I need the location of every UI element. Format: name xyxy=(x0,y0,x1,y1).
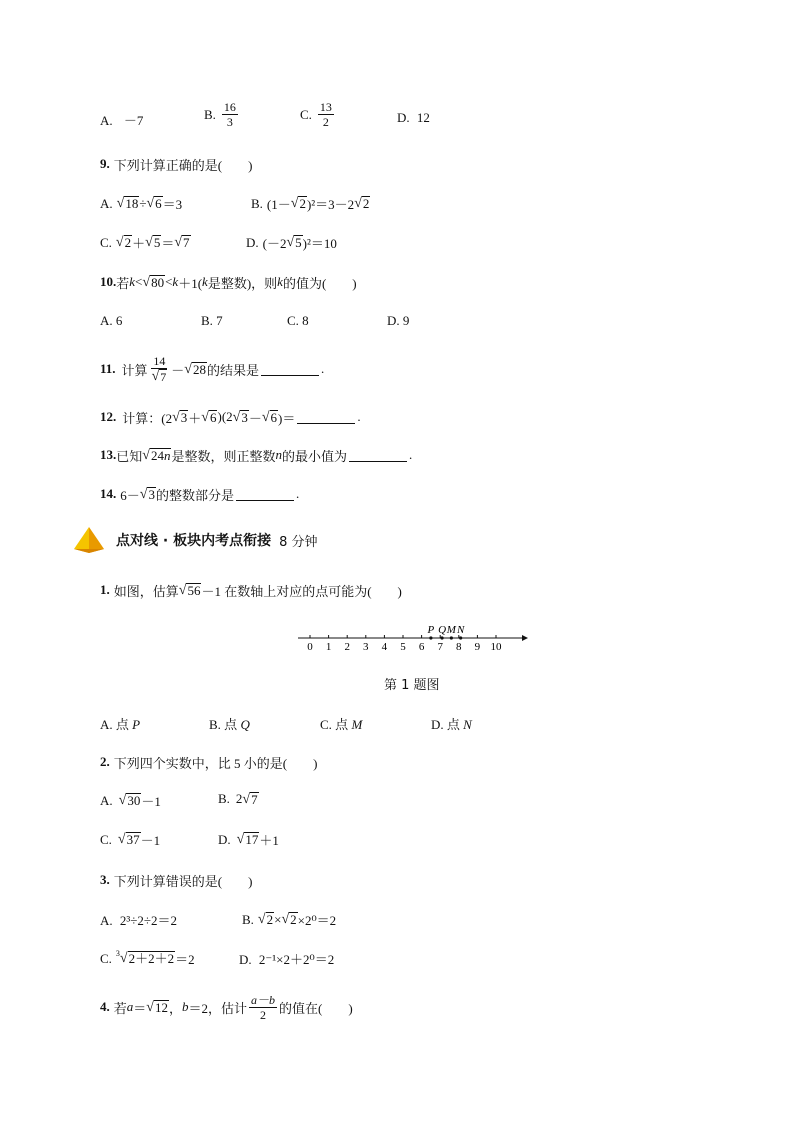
sqrt: √ 6 xyxy=(261,409,278,425)
sqrt: √ 17 xyxy=(236,832,259,847)
fraction: $\frac{13}{2}$ xyxy=(319,100,332,129)
q9-option-a[interactable]: A. √ 18 ÷ √ 6 ＝3 xyxy=(100,195,183,212)
number-line xyxy=(296,618,528,658)
practice-3: 3. 下列计算错误的是( ) xyxy=(100,872,253,889)
sqrt: √ 80 xyxy=(142,274,165,290)
q8-option-b[interactable]: B. $\frac{16}{3}$ xyxy=(204,100,236,129)
question-9: 9. 下列计算正确的是( ) xyxy=(100,156,253,173)
number-line-point-label: P xyxy=(427,624,435,636)
number-line-tick-label: 3 xyxy=(363,641,369,653)
practice-4: 4. 若 a ＝ √ 12 ， b ＝2，估计 $\frac{a-b}{2}$ 的值在( ) xyxy=(100,992,353,1022)
number-line-tick-label: 5 xyxy=(400,641,406,653)
pyramid-icon xyxy=(72,525,106,555)
sqrt: √ 24n xyxy=(142,447,171,463)
section-header xyxy=(72,524,317,556)
sqrt: √ 5 xyxy=(286,235,302,250)
sqrt: √ 2 xyxy=(290,196,306,211)
sqrt: √ 7 xyxy=(242,791,258,807)
fraction: $\frac{16}{3}$ xyxy=(223,100,236,129)
number-line-tick-label: 7 xyxy=(437,641,443,653)
question-13: 13. 已知 √ 24n 是整数，则正整数 n 的最小值为 . xyxy=(100,447,413,464)
q8-option-a[interactable]: A. －7 xyxy=(100,113,144,128)
sqrt: √ 18 xyxy=(116,196,139,211)
sqrt: √ 3 xyxy=(172,409,188,425)
sqrt: √ 2 xyxy=(115,235,132,250)
p1-option-c[interactable]: C. 点 M xyxy=(320,717,363,732)
sqrt: √ 2 xyxy=(281,912,297,927)
sqrt: √ 6 xyxy=(201,409,217,425)
figure-caption: 第 1 题图 xyxy=(384,678,440,693)
sqrt: √ 6 xyxy=(146,196,162,211)
number-line-point-label: Q xyxy=(438,624,447,636)
number-line-tick-label: 8 xyxy=(456,641,462,653)
practice-2: 2. 下列四个实数中，比 5 小的是( ) xyxy=(100,754,318,771)
answer-blank[interactable] xyxy=(349,449,407,462)
arrow-icon xyxy=(522,635,528,641)
p3-option-b[interactable]: B. √ 2 × √ 2 ×2⁰＝2 xyxy=(242,911,337,928)
answer-blank[interactable] xyxy=(236,488,294,501)
answer-blank[interactable] xyxy=(297,411,355,424)
number-line-point xyxy=(459,636,462,639)
number-line-point xyxy=(429,636,432,639)
number-line-tick-label: 0 xyxy=(307,641,313,653)
sqrt: √ 3 xyxy=(232,409,248,425)
number-line-tick-label: 2 xyxy=(344,641,350,653)
number-line-point-label: M xyxy=(446,624,456,636)
question-12: 12. 计算：(2 √ 3 ＋ √ 6 )(2 √ 3 － √ 6 )＝ . xyxy=(100,409,361,426)
sqrt: √ 56 xyxy=(178,582,201,598)
q8-option-c[interactable]: C. $\frac{13}{2}$ xyxy=(300,100,332,129)
q10-option-d[interactable]: D. 9 xyxy=(387,313,410,328)
number-line-point-label: N xyxy=(456,624,465,636)
q10-option-c[interactable]: C. 8 xyxy=(287,313,309,328)
p3-option-c[interactable]: C. 3 √ 2＋2＋2 ＝2 xyxy=(100,949,195,967)
practice-1: 1. 如图，估算 √ 56 －1 在数轴上对应的点可能为( ) xyxy=(100,582,402,599)
sqrt: √ 30 xyxy=(118,793,141,808)
sqrt: √ 2 xyxy=(257,912,274,927)
q8-option-d[interactable]: D. 12 xyxy=(397,110,430,125)
p1-option-a[interactable]: A. 点 P xyxy=(100,717,141,732)
p2-option-a[interactable]: A. √ 30 －1 xyxy=(100,792,161,809)
question-14: 14. 6－ √ 3 的整数部分是 . xyxy=(100,486,300,503)
sqrt: √ 12 xyxy=(146,999,168,1015)
p3-option-d[interactable]: D. 2⁻¹×2＋2⁰＝2 xyxy=(239,952,335,967)
sqrt: √ 2 xyxy=(354,196,370,211)
sqrt: √ 7 xyxy=(151,369,167,385)
answer-blank[interactable] xyxy=(261,363,319,376)
number-line-tick-label: 1 xyxy=(325,641,332,653)
fraction: $\frac{a-b}{2}$ xyxy=(251,992,276,1022)
section-title: 点对线 · 板块内考点衔接 xyxy=(116,533,272,549)
p2-option-c[interactable]: C. √ 37 －1 xyxy=(100,831,161,848)
cube-root: √ 2＋2＋2 xyxy=(119,951,175,966)
question-11: 11. 计算 14 √ 7 － √ 28 的结果是 . xyxy=(100,353,325,385)
fraction: 14 √ 7 xyxy=(151,353,167,385)
q9-option-b[interactable]: B. (1－ √ 2 )²＝3－2 √ 2 xyxy=(251,195,370,212)
p1-option-b[interactable]: B. 点 Q xyxy=(209,717,250,732)
q9-option-d[interactable]: D. (－2 √ 5 )²＝10 xyxy=(246,234,337,251)
number-line-tick-label: 9 xyxy=(474,641,481,653)
number-line-tick-label: 4 xyxy=(381,641,388,653)
q9-option-c[interactable]: C. √ 2 ＋ √ 5 ＝ √ 7 xyxy=(100,234,190,251)
p1-option-d[interactable]: D. 点 N xyxy=(431,717,472,732)
number-line-tick-label: 10 xyxy=(490,641,502,653)
sqrt: √ 3 xyxy=(139,486,155,502)
q10-option-a[interactable]: A. 6 xyxy=(100,313,123,328)
sqrt: √ 7 xyxy=(174,235,190,250)
q10-option-b[interactable]: B. 7 xyxy=(201,313,223,328)
p2-option-b[interactable]: B. 2 √ 7 xyxy=(218,791,258,807)
p3-option-a[interactable]: A. 2³÷2÷2＝2 xyxy=(100,913,178,928)
p2-option-d[interactable]: D. √ 17 ＋1 xyxy=(218,831,279,848)
number-line-point xyxy=(450,636,453,639)
sqrt: √ 28 xyxy=(184,361,206,377)
section-time: 8 分钟 xyxy=(279,534,318,550)
number-line-point xyxy=(440,636,443,639)
sqrt: √ 37 xyxy=(117,832,140,847)
sqrt: √ 5 xyxy=(145,235,161,250)
number-line-tick-label: 6 xyxy=(418,641,425,653)
question-10: 10. 若 k < √ 80 < k ＋1( k 是整数)，则 k 的值为( ) xyxy=(100,274,357,291)
